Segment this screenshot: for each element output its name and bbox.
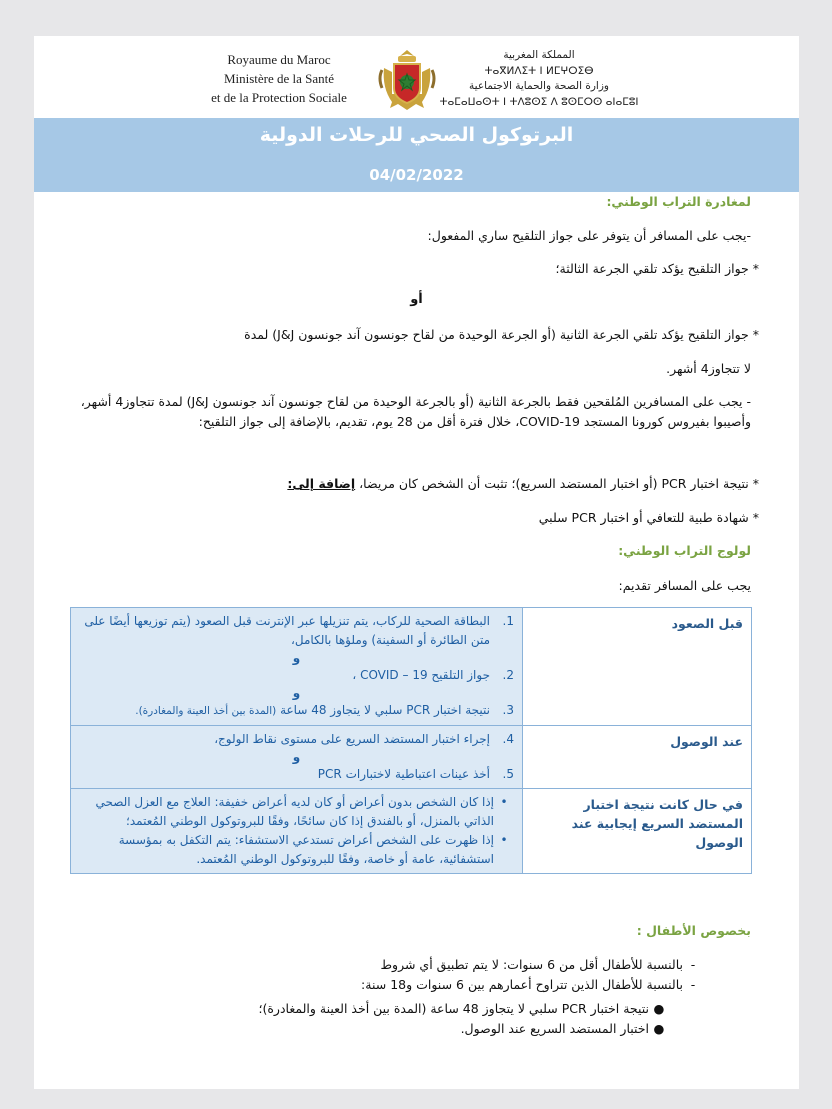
list-item — [143, 955, 703, 975]
item-text: أخذ عينات اعتباطية لاختبارات PCR — [317, 767, 490, 781]
list-item — [79, 612, 514, 650]
item-text-main: نتيجة اختبار PCR سلبي لا يتجاوز 48 ساعة — [280, 703, 490, 717]
item-number: 5. — [502, 767, 514, 781]
list-item — [79, 701, 514, 721]
header-ar-line2: ⵜⴰⴳⵍⴷⵉⵜ ⵏ ⵍⵎⵖⵔⵉⴱ — [484, 64, 594, 77]
departure-item-pcr-text: * نتيجة اختبار PCR (أو اختبار المستضد السريع)؛ تثبت أن الشخص كان مريضا، — [355, 476, 759, 491]
list-item — [109, 999, 669, 1019]
item-text: إذا كان الشخص بدون أعراض أو كان لديه أعراض خفيفة: العلاج مع العزل الصحي الذاتي بالمنزل، أو بالفندق إذا كان سائحًا، وفقًا للبروتوكول الوطني المُعتمد؛ — [95, 795, 494, 828]
list-item — [109, 1019, 669, 1039]
children-sublist — [109, 999, 669, 1039]
arrival-heading: لولوج التراب الوطني: — [618, 543, 751, 558]
header-fr-line1: Royaume du Maroc — [227, 52, 331, 67]
item-number: 1. — [502, 614, 514, 628]
departure-item-pcr-addition: إضافة إلى: — [287, 476, 356, 491]
row-label-before-boarding: قبل الصعود — [523, 608, 752, 726]
header-ar-line4: ⵜⴰⵎⴰⵡⴰⵙⵜ ⵏ ⵜⴷⵓⵙⵉ ⴷ ⵓⵙⵎⵔⵙ ⴰⵏⴰⵎⵓⵏ — [439, 95, 639, 108]
document-page — [34, 36, 799, 1089]
item-text — [79, 701, 490, 721]
header-ar-line3: وزارة الصحة والحماية الاجتماعية — [469, 80, 609, 92]
children-pcr-requirement: نتيجة اختبار PCR سلبي لا يتجاوز 48 ساعة (المدة بين أخذ العينة والمغادرة)؛ — [258, 1001, 649, 1016]
item-number: 3. — [502, 703, 514, 717]
departure-item-pcr — [287, 474, 759, 494]
table-row — [71, 726, 752, 789]
header-french — [184, 50, 374, 107]
children-heading: بخصوص الأطفال : — [636, 923, 751, 938]
row-content-before-boarding — [71, 608, 523, 726]
table-row — [71, 608, 752, 726]
item-text: جواز التلقيح 19 – COVID ، — [352, 668, 490, 682]
dash-bullet: - — [690, 977, 696, 992]
conjunction-and: و — [292, 686, 301, 700]
table-row — [71, 789, 752, 874]
conjunction-and: و — [292, 651, 301, 665]
bullet: • — [500, 833, 508, 847]
item-text: إجراء اختبار المستضد السريع على مستوى نقاط الولوج، — [214, 732, 490, 746]
item-text: البطاقة الصحية للركاب، يتم تنزيلها عبر الإنترنت قبل الصعود (يتم توزيعها أيضًا على متن الطائرة أو السفينة) وملؤها بالكامل، — [84, 614, 490, 647]
title-banner — [34, 118, 799, 192]
bullet: • — [500, 795, 508, 809]
children-under-6: بالنسبة للأطفال أقل من 6 سنوات: لا يتم تطبيق أي شروط — [380, 957, 683, 972]
departure-item-third-dose: * جواز التلقيح يؤكد تلقي الجرعة الثالثة؛ — [555, 261, 759, 276]
list-item — [143, 975, 703, 995]
list-item — [79, 765, 514, 784]
list-item — [79, 666, 514, 685]
departure-item-second-dose-cont: لا تتجاوز4 أشهر. — [666, 361, 751, 376]
dot-bullet: ● — [653, 1001, 665, 1016]
item-number: 4. — [502, 732, 514, 746]
row-content-on-arrival — [71, 726, 523, 789]
item-text: إذا ظهرت على الشخص أعراض تستدعي الاستشفاء: يتم التكفل به بمؤسسة استشفائية، عامة أو خاصة، وفقًا للبروتوكول الوطني المُعتمد. — [118, 833, 494, 866]
children-rapid-test: اختبار المستضد السريع عند الوصول. — [460, 1021, 649, 1036]
list-item — [79, 793, 514, 831]
dash-bullet: - — [690, 957, 696, 972]
document-title: البرتوكول الصحي للرحلات الدولية — [259, 124, 574, 146]
conjunction-and: و — [292, 750, 301, 764]
arrival-intro: يجب على المسافر تقديم: — [618, 578, 751, 593]
coat-of-arms-emblem — [378, 48, 436, 112]
item-text-note: (المدة بين أخذ العينة والمغادرة). — [135, 705, 277, 717]
row-label-on-arrival: عند الوصول — [523, 726, 752, 789]
document-date: 04/02/2022 — [369, 166, 464, 184]
children-list — [143, 955, 703, 995]
header-ar-line1: المملكة المغربية — [503, 49, 575, 61]
row-label-positive-test: في حال كانت نتيجة اختبار المستضد السريع إيجابية عند الوصول — [523, 789, 752, 874]
departure-or: أو — [410, 292, 423, 307]
list-item — [79, 730, 514, 749]
departure-heading: لمغادرة التراب الوطني: — [606, 194, 751, 209]
header-fr-line3: et de la Protection Sociale — [211, 90, 347, 105]
row-content-positive-test — [71, 789, 523, 874]
list-item — [79, 831, 514, 869]
children-6-to-18: بالنسبة للأطفال الذين تتراوح أعمارهم بين 6 سنوات و18 سنة: — [361, 977, 683, 992]
departure-item-second-dose: * جواز التلقيح يؤكد تلقي الجرعة الثانية (أو الجرعة الوحيدة من لقاح جونسون آند جونسون J&J) لمدة — [244, 327, 759, 342]
arrival-requirements-table — [70, 607, 752, 874]
departure-intro: -يجب على المسافر أن يتوفر على جواز التلقيح ساري المفعول: — [427, 228, 751, 243]
departure-item-recovery: * شهادة طبية للتعافي أو اختبار PCR سلبي — [538, 510, 759, 525]
dot-bullet: ● — [653, 1021, 665, 1036]
item-number: 2. — [502, 668, 514, 682]
header-arabic — [439, 48, 639, 110]
departure-covid-paragraph: - يجب على المسافرين المُلقحين فقط بالجرعة الثانية (أو بالجرعة الوحيدة من لقاح جونسون آند جونسون J&J) لمدة تتجاوز4 أشهر، وأصيبوا بفيروس كورونا المستجد COVID-19، خلال فترة أقل من 28 يوم، تقديم، بالإضافة إلى جواز التلقيح: — [80, 394, 751, 429]
header-fr-line2: Ministère de la Santé — [223, 71, 335, 86]
